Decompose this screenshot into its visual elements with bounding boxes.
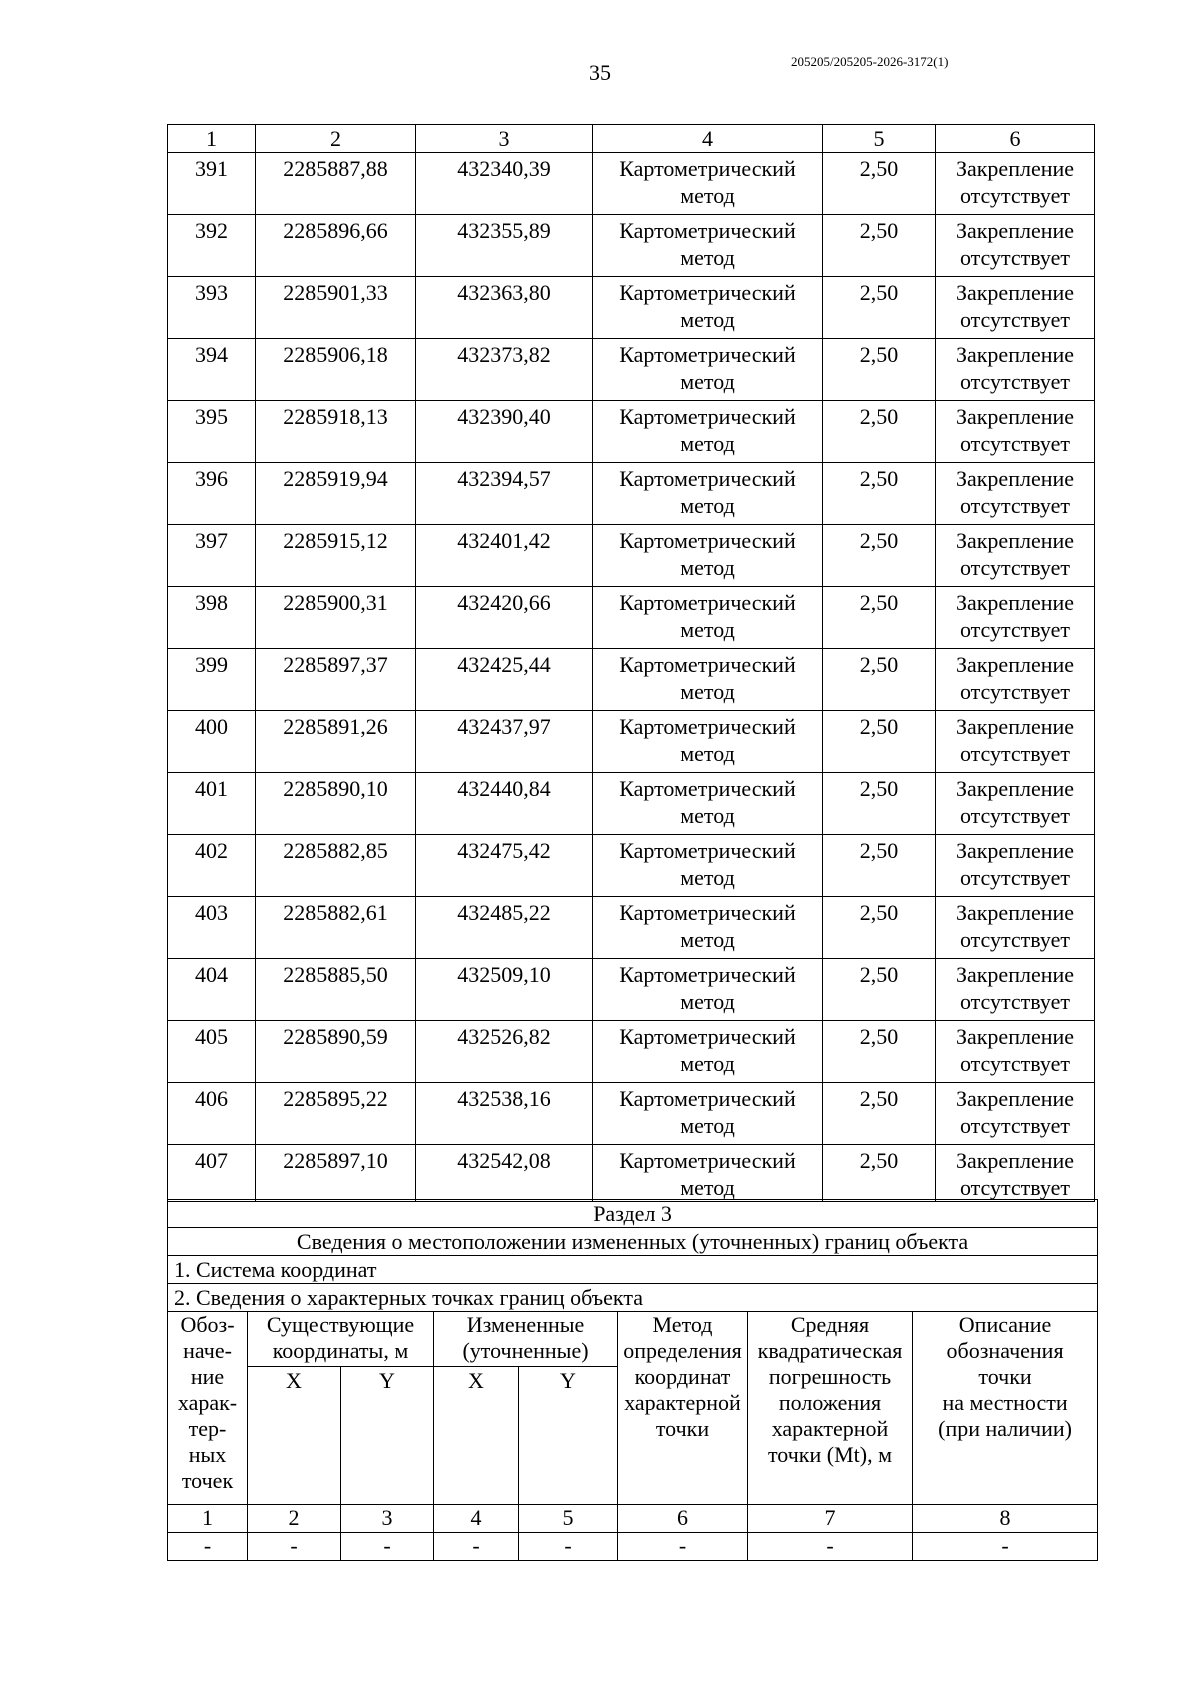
fixation-cell: [936, 277, 1095, 339]
section-3-table: [167, 1199, 1098, 1561]
point-number: 399: [168, 649, 256, 711]
method-line: Картометрический: [619, 280, 796, 305]
existing-coordinates-header: [248, 1312, 434, 1367]
method-cell: [593, 463, 823, 525]
method-header: [618, 1312, 748, 1505]
fixation-cell: [936, 215, 1095, 277]
column-number: 2: [248, 1505, 341, 1533]
method-line: метод: [680, 1113, 735, 1138]
header-line: точек: [181, 1468, 234, 1493]
method-line: метод: [680, 555, 735, 580]
method-line: Картометрический: [619, 156, 796, 181]
fixation-cell: [936, 587, 1095, 649]
point-number: 398: [168, 587, 256, 649]
accuracy-mt: 2,50: [823, 959, 936, 1021]
fixation-line: Закрепление: [955, 776, 1075, 801]
fixation-line: Закрепление: [955, 1086, 1075, 1111]
method-line: Картометрический: [619, 1086, 796, 1111]
method-line: Картометрический: [619, 218, 796, 243]
table-row: [168, 773, 1095, 835]
fixation-line: отсутствует: [959, 1175, 1071, 1200]
coord-x: 2285900,31: [256, 587, 416, 649]
empty-data-row: [168, 1533, 1098, 1561]
method-cell: [593, 401, 823, 463]
table-row: [168, 339, 1095, 401]
table-row: [168, 835, 1095, 897]
coord-x: 2285897,10: [256, 1145, 416, 1202]
fixation-line: Закрепление: [955, 156, 1075, 181]
column-number: 7: [748, 1505, 913, 1533]
header-line: положения: [778, 1390, 882, 1415]
point-number: 407: [168, 1145, 256, 1202]
point-number: 395: [168, 401, 256, 463]
fixation-line: отсутствует: [959, 555, 1071, 580]
header-line: Средняя: [790, 1312, 870, 1337]
point-number: 400: [168, 711, 256, 773]
coord-y: 432363,80: [416, 277, 593, 339]
fixation-line: отсутствует: [959, 865, 1071, 890]
coord-x: 2285891,26: [256, 711, 416, 773]
description-header: [913, 1312, 1098, 1505]
point-number: 402: [168, 835, 256, 897]
accuracy-mt: 2,50: [823, 153, 936, 215]
fixation-cell: [936, 649, 1095, 711]
fixation-line: отсутствует: [959, 989, 1071, 1014]
column-number: 5: [823, 125, 936, 153]
header-line: на местности: [942, 1390, 1068, 1415]
method-line: Картометрический: [619, 466, 796, 491]
coord-y: 432440,84: [416, 773, 593, 835]
empty-cell: -: [913, 1533, 1098, 1561]
method-cell: [593, 1145, 823, 1202]
column-number: 4: [434, 1505, 519, 1533]
coordinates-table: [167, 124, 1095, 1202]
coord-y: 432437,97: [416, 711, 593, 773]
fixation-cell: [936, 1145, 1095, 1202]
header-line: точки: [655, 1416, 710, 1441]
accuracy-mt: 2,50: [823, 897, 936, 959]
method-line: Картометрический: [619, 776, 796, 801]
method-line: Картометрический: [619, 404, 796, 429]
fixation-cell: [936, 711, 1095, 773]
method-line: Картометрический: [619, 962, 796, 987]
point-number: 392: [168, 215, 256, 277]
point-number: 404: [168, 959, 256, 1021]
method-line: Картометрический: [619, 528, 796, 553]
empty-cell: -: [248, 1533, 341, 1561]
fixation-cell: [936, 525, 1095, 587]
point-number: 396: [168, 463, 256, 525]
section-subtitle: Сведения о местоположении измененных (уточненных) границ объекта: [168, 1228, 1098, 1256]
table-row: [168, 401, 1095, 463]
table-row: [168, 897, 1095, 959]
column-number: 6: [936, 125, 1095, 153]
fixation-line: Закрепление: [955, 1024, 1075, 1049]
fixation-line: отсутствует: [959, 741, 1071, 766]
changed-x-header: X: [434, 1367, 519, 1505]
fixation-cell: [936, 959, 1095, 1021]
empty-cell: -: [519, 1533, 618, 1561]
coordinate-system-item: 1. Система координат: [168, 1256, 1098, 1284]
accuracy-mt: 2,50: [823, 401, 936, 463]
method-cell: [593, 711, 823, 773]
table-row: [168, 525, 1095, 587]
accuracy-mt: 2,50: [823, 1145, 936, 1202]
fixation-line: отсутствует: [959, 1051, 1071, 1076]
fixation-line: отсутствует: [959, 679, 1071, 704]
header-line: точки: [978, 1364, 1032, 1389]
fixation-line: Закрепление: [955, 652, 1075, 677]
accuracy-mt: 2,50: [823, 649, 936, 711]
point-number: 403: [168, 897, 256, 959]
method-cell: [593, 773, 823, 835]
fixation-line: отсутствует: [959, 927, 1071, 952]
fixation-cell: [936, 1021, 1095, 1083]
accuracy-mt: 2,50: [823, 773, 936, 835]
accuracy-mt: 2,50: [823, 463, 936, 525]
coord-y: 432401,42: [416, 525, 593, 587]
accuracy-mt: 2,50: [823, 711, 936, 773]
method-line: Картометрический: [619, 714, 796, 739]
header-line: Измененные: [466, 1312, 585, 1337]
method-line: метод: [680, 307, 735, 332]
fixation-line: Закрепление: [955, 528, 1075, 553]
fixation-line: отсутствует: [959, 431, 1071, 456]
page-number: 35: [589, 60, 611, 85]
coord-x: 2285882,61: [256, 897, 416, 959]
coord-y: 432542,08: [416, 1145, 593, 1202]
header-line: наче-: [183, 1338, 232, 1363]
coord-x: 2285897,37: [256, 649, 416, 711]
method-cell: [593, 1083, 823, 1145]
fixation-cell: [936, 773, 1095, 835]
method-line: Картометрический: [619, 1148, 796, 1173]
column-number: 4: [593, 125, 823, 153]
empty-cell: -: [618, 1533, 748, 1561]
column-number: 1: [168, 1505, 248, 1533]
changed-coordinates-header: [434, 1312, 618, 1367]
table-row: [168, 153, 1095, 215]
coord-x: 2285918,13: [256, 401, 416, 463]
point-number: 405: [168, 1021, 256, 1083]
header-line: координат: [634, 1364, 731, 1389]
point-number: 406: [168, 1083, 256, 1145]
method-line: метод: [680, 679, 735, 704]
method-line: Картометрический: [619, 1024, 796, 1049]
column-number: 3: [416, 125, 593, 153]
empty-cell: -: [434, 1533, 519, 1561]
accuracy-mt: 2,50: [823, 1021, 936, 1083]
header-line: координаты, м: [272, 1338, 409, 1363]
point-number: 397: [168, 525, 256, 587]
table-row: [168, 1083, 1095, 1145]
point-number: 393: [168, 277, 256, 339]
header-line: характерной: [624, 1390, 741, 1415]
coord-y: 432340,39: [416, 153, 593, 215]
coord-x: 2285882,85: [256, 835, 416, 897]
header-line: харак-: [177, 1390, 238, 1415]
point-number: 391: [168, 153, 256, 215]
method-line: метод: [680, 989, 735, 1014]
coord-y: 432538,16: [416, 1083, 593, 1145]
table-row: [168, 1145, 1095, 1202]
header-line: обозначения: [946, 1338, 1064, 1363]
accuracy-mt: 2,50: [823, 277, 936, 339]
method-line: метод: [680, 1051, 735, 1076]
coord-x: 2285919,94: [256, 463, 416, 525]
method-cell: [593, 649, 823, 711]
method-line: Картометрический: [619, 900, 796, 925]
existing-x-header: X: [248, 1367, 341, 1505]
method-line: метод: [680, 865, 735, 890]
column-number: 3: [341, 1505, 434, 1533]
method-line: метод: [680, 431, 735, 456]
error-header: [748, 1312, 913, 1505]
method-cell: [593, 835, 823, 897]
document-code: 205205/205205-2026-3172(1): [791, 54, 949, 69]
fixation-cell: [936, 463, 1095, 525]
table-row: [168, 215, 1095, 277]
header-line: ных: [188, 1442, 227, 1467]
fixation-line: отсутствует: [959, 493, 1071, 518]
coord-y: 432420,66: [416, 587, 593, 649]
coord-y: 432425,44: [416, 649, 593, 711]
fixation-line: Закрепление: [955, 404, 1075, 429]
fixation-line: отсутствует: [959, 803, 1071, 828]
coord-y: 432509,10: [416, 959, 593, 1021]
header-line: квадратическая: [757, 1338, 903, 1363]
header-line: Обоз-: [180, 1312, 235, 1337]
fixation-line: Закрепление: [955, 466, 1075, 491]
method-cell: [593, 587, 823, 649]
table-row: [168, 959, 1095, 1021]
header-line: определения: [623, 1338, 742, 1363]
coord-y: 432355,89: [416, 215, 593, 277]
coord-x: 2285901,33: [256, 277, 416, 339]
empty-cell: -: [341, 1533, 434, 1561]
coord-y: 432475,42: [416, 835, 593, 897]
column-number: 2: [256, 125, 416, 153]
coord-y: 432373,82: [416, 339, 593, 401]
table-row: [168, 711, 1095, 773]
fixation-line: Закрепление: [955, 218, 1075, 243]
fixation-cell: [936, 1083, 1095, 1145]
header-line: ние: [190, 1364, 225, 1389]
fixation-cell: [936, 153, 1095, 215]
method-cell: [593, 525, 823, 587]
method-line: метод: [680, 617, 735, 642]
table-row: [168, 1021, 1095, 1083]
method-line: метод: [680, 741, 735, 766]
fixation-line: Закрепление: [955, 342, 1075, 367]
accuracy-mt: 2,50: [823, 835, 936, 897]
method-line: Картометрический: [619, 652, 796, 677]
fixation-line: отсутствует: [959, 183, 1071, 208]
table-row: [168, 649, 1095, 711]
method-line: метод: [680, 1175, 735, 1200]
column-number-row: [168, 125, 1095, 153]
changed-y-header: Y: [519, 1367, 618, 1505]
fixation-cell: [936, 401, 1095, 463]
fixation-line: Закрепление: [955, 1148, 1075, 1173]
fixation-line: отсутствует: [959, 1113, 1071, 1138]
table-row: [168, 277, 1095, 339]
method-line: Картометрический: [619, 590, 796, 615]
method-line: Картометрический: [619, 342, 796, 367]
method-line: метод: [680, 927, 735, 952]
coord-x: 2285885,50: [256, 959, 416, 1021]
coord-x: 2285887,88: [256, 153, 416, 215]
designation-header: [168, 1312, 248, 1505]
method-line: метод: [680, 803, 735, 828]
table-row: [168, 463, 1095, 525]
empty-cell: -: [168, 1533, 248, 1561]
fixation-line: отсутствует: [959, 369, 1071, 394]
accuracy-mt: 2,50: [823, 215, 936, 277]
coord-x: 2285890,59: [256, 1021, 416, 1083]
existing-y-header: Y: [341, 1367, 434, 1505]
method-cell: [593, 153, 823, 215]
header-line: погрешность: [768, 1364, 892, 1389]
fixation-cell: [936, 897, 1095, 959]
point-number: 394: [168, 339, 256, 401]
fixation-line: Закрепление: [955, 962, 1075, 987]
boundary-points-item: 2. Сведения о характерных точках границ объекта: [168, 1284, 1098, 1312]
header-line: точки (Mt), м: [767, 1442, 893, 1467]
header-line: Метод: [652, 1312, 713, 1337]
column-number: 6: [618, 1505, 748, 1533]
section-title: Раздел 3: [168, 1200, 1098, 1228]
coord-y: 432485,22: [416, 897, 593, 959]
table-row: [168, 587, 1095, 649]
header-line: тер-: [188, 1416, 227, 1441]
method-line: метод: [680, 183, 735, 208]
accuracy-mt: 2,50: [823, 525, 936, 587]
header-line: Описание: [958, 1312, 1052, 1337]
column-number: 5: [519, 1505, 618, 1533]
method-line: метод: [680, 245, 735, 270]
coord-x: 2285896,66: [256, 215, 416, 277]
method-cell: [593, 959, 823, 1021]
fixation-line: отсутствует: [959, 245, 1071, 270]
method-line: метод: [680, 369, 735, 394]
fixation-line: Закрепление: [955, 838, 1075, 863]
coord-x: 2285895,22: [256, 1083, 416, 1145]
fixation-cell: [936, 835, 1095, 897]
method-line: метод: [680, 493, 735, 518]
column-number-row: [168, 1505, 1098, 1533]
fixation-line: Закрепление: [955, 714, 1075, 739]
column-number: 1: [168, 125, 256, 153]
fixation-line: Закрепление: [955, 900, 1075, 925]
coord-x: 2285915,12: [256, 525, 416, 587]
method-line: Картометрический: [619, 838, 796, 863]
method-cell: [593, 215, 823, 277]
coord-x: 2285890,10: [256, 773, 416, 835]
header-line: (уточненные): [462, 1338, 589, 1363]
fixation-line: Закрепление: [955, 280, 1075, 305]
method-cell: [593, 339, 823, 401]
column-number: 8: [913, 1505, 1098, 1533]
method-cell: [593, 277, 823, 339]
header-line: (при наличии): [938, 1416, 1072, 1441]
coord-y: 432526,82: [416, 1021, 593, 1083]
coord-y: 432390,40: [416, 401, 593, 463]
accuracy-mt: 2,50: [823, 1083, 936, 1145]
fixation-line: Закрепление: [955, 590, 1075, 615]
coord-y: 432394,57: [416, 463, 593, 525]
header-line: характерной: [771, 1416, 889, 1441]
fixation-line: отсутствует: [959, 307, 1071, 332]
point-number: 401: [168, 773, 256, 835]
method-cell: [593, 1021, 823, 1083]
method-cell: [593, 897, 823, 959]
fixation-line: отсутствует: [959, 617, 1071, 642]
accuracy-mt: 2,50: [823, 587, 936, 649]
fixation-cell: [936, 339, 1095, 401]
empty-cell: -: [748, 1533, 913, 1561]
accuracy-mt: 2,50: [823, 339, 936, 401]
coord-x: 2285906,18: [256, 339, 416, 401]
header-line: Существующие: [266, 1312, 415, 1337]
